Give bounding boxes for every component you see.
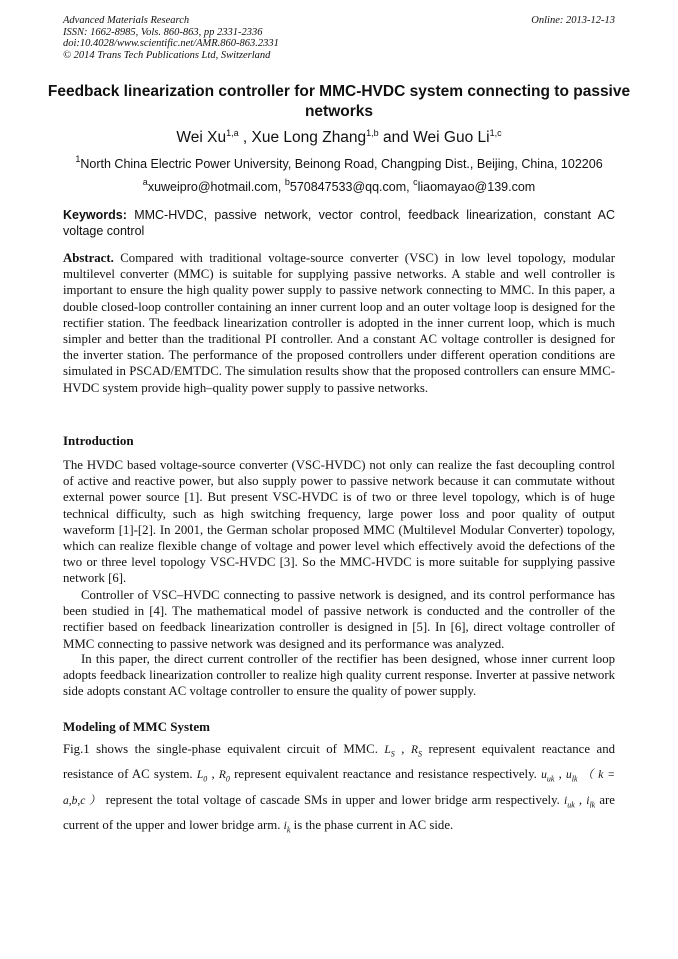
text-run: , bbox=[394, 742, 411, 756]
math-symbol: $i_k$ bbox=[283, 819, 291, 835]
author-name: Wei Guo Li bbox=[413, 129, 490, 146]
abstract-text: Compared with traditional voltage-source converter (VSC) in low level topology, modular multilevel converter (MMC) is suitable for supplying passive networks. A stable and well controller is important to ensure the high quality power supply to passive network connecting to MMC. In this paper, a double closed-loop controller containing an inner current loop and an outer voltage loop is designed for the rectifier station. The feedback linearization controller is adopted in the inner current loop, which is much simpler and better than the traditional PI controller. And a constant AC voltage controller is designed for the inverter station. The performance of the proposed controllers under different operation conditions are simulated in PSCAD/EMTDC. The simulation results show that the proposed controllers can ensure MMC-HVDC system provide high–quality power supply to passive networks. bbox=[63, 251, 615, 395]
email-list bbox=[40, 179, 638, 195]
email-link[interactable]: 570847533@qq.com, bbox=[289, 180, 414, 194]
author-list bbox=[40, 128, 638, 148]
email-superscript: a bbox=[142, 177, 148, 187]
section-heading-modeling: Modeling of MMC System bbox=[63, 719, 210, 734]
paper-title: Feedback linearization controller for MMC-HVDC system connecting to passive networks bbox=[47, 83, 631, 120]
affiliation bbox=[40, 156, 638, 172]
author-separator: and bbox=[378, 129, 414, 146]
affiliation-superscript: 1 bbox=[75, 154, 81, 164]
modeling-paragraph bbox=[63, 739, 615, 840]
intro-paragraph-2: Controller of VSC–HVDC connecting to passive network is designed, and its control performance has been studied in [4]. The mathematical model of passive network is conducted and the controller of the rectifier based on feedback linearization controller is designed in [5]. In [6], direct voltage controller of MMC connecting to passive network was designed and its performance was analyzed. bbox=[63, 588, 615, 651]
author-separator: , bbox=[238, 129, 252, 146]
online-date: Online: 2013-12-13 bbox=[531, 15, 615, 26]
text-run: represent equivalent reactance and resistance respectively. bbox=[229, 767, 542, 782]
abstract-label: Abstract. bbox=[63, 251, 114, 265]
math-symbol: $L_0$ bbox=[196, 769, 208, 784]
section-heading-introduction: Introduction bbox=[63, 433, 134, 448]
math-symbol: $R_S$ bbox=[411, 744, 423, 759]
text-run: , bbox=[554, 767, 567, 782]
doi-line: doi:10.4028/www.scientific.net/AMR.860-863.2331 bbox=[63, 38, 279, 49]
text-run: Fig.1 shows the single-phase equivalent circuit of MMC. bbox=[63, 742, 385, 756]
text-run: , bbox=[207, 767, 219, 782]
author-name: Wei Xu bbox=[176, 129, 227, 146]
affiliation-text: North China Electric Power University, Beinong Road, Changping Dist., Beijing, China, 102206 bbox=[80, 157, 603, 171]
text-run: represent the total voltage of cascade SMs in upper and lower bridge arm respectively. bbox=[101, 792, 564, 807]
math-symbol: （ k = a,b,c ） bbox=[63, 769, 615, 807]
text-run: , bbox=[574, 792, 587, 807]
copyright-line: © 2014 Trans Tech Publications Ltd, Switzerland bbox=[63, 49, 271, 61]
keywords bbox=[63, 207, 615, 239]
abstract bbox=[63, 250, 615, 396]
intro-paragraph-1: The HVDC based voltage-source converter (VSC-HVDC) not only can realize the fast decoupling control of active and reactive power, but also supply power to passive network because it can commutate without external power source [1]. But present VSC-HVDC is of two or three level topology, which is of huge technical difficulty, such as high switching frequency, large power loss and poor quality of output waveform [1]-[2]. In 2001, the German scholar proposed MMC (Multilevel Modular Converter) topology, which can realize flexible change of voltage and power level which effectively avoid the defections of the two or three level topology VSC-HVDC [3]. So the MMC-HVDC is more suitable for supplying passive network [6]. bbox=[63, 458, 615, 586]
email-link[interactable]: xuweipro@hotmail.com, bbox=[147, 180, 285, 194]
text-run: represent equivalent reactance and resistance of AC system. bbox=[63, 742, 615, 782]
math-symbol: $R_0$ bbox=[218, 769, 230, 784]
email-link[interactable]: liaomayao@139.com bbox=[417, 180, 536, 194]
text-run: is the phase current in AC side. bbox=[290, 817, 454, 832]
keywords-label: Keywords: bbox=[63, 208, 127, 222]
email-superscript: c bbox=[413, 177, 418, 187]
intro-paragraph-3: In this paper, the direct current controller of the rectifier has been designed, whose inner current loop adopts feedback linearization controller to realize high quality current response. Inverter at passive network side adopts constant AC voltage controller to ensure the quality of power supply. bbox=[63, 652, 615, 699]
keywords-text: MMC-HVDC, passive network, vector control, feedback linearization, constant AC voltage control bbox=[63, 208, 615, 238]
math-symbol: $u_{lk}$ bbox=[566, 769, 578, 784]
journal-name: Advanced Materials Research bbox=[63, 15, 190, 26]
journal-header bbox=[63, 15, 615, 61]
email-superscript: b bbox=[284, 177, 290, 187]
math-symbol: $L_S$ bbox=[384, 744, 395, 759]
math-symbol: $i_{lk}$ bbox=[586, 794, 596, 809]
author-superscript: 1,a bbox=[226, 128, 239, 138]
author-superscript: 1,b bbox=[366, 128, 379, 138]
issn-line: ISSN: 1662-8985, Vols. 860-863, pp 2331-2336 bbox=[63, 26, 263, 38]
math-symbol: $i_{uk}$ bbox=[564, 794, 575, 809]
math-symbol: $u_{uk}$ bbox=[541, 769, 555, 784]
text-run: are current of the upper and lower bridge arm. bbox=[63, 792, 615, 832]
author-name: Xue Long Zhang bbox=[251, 129, 367, 146]
author-superscript: 1,c bbox=[489, 128, 502, 138]
